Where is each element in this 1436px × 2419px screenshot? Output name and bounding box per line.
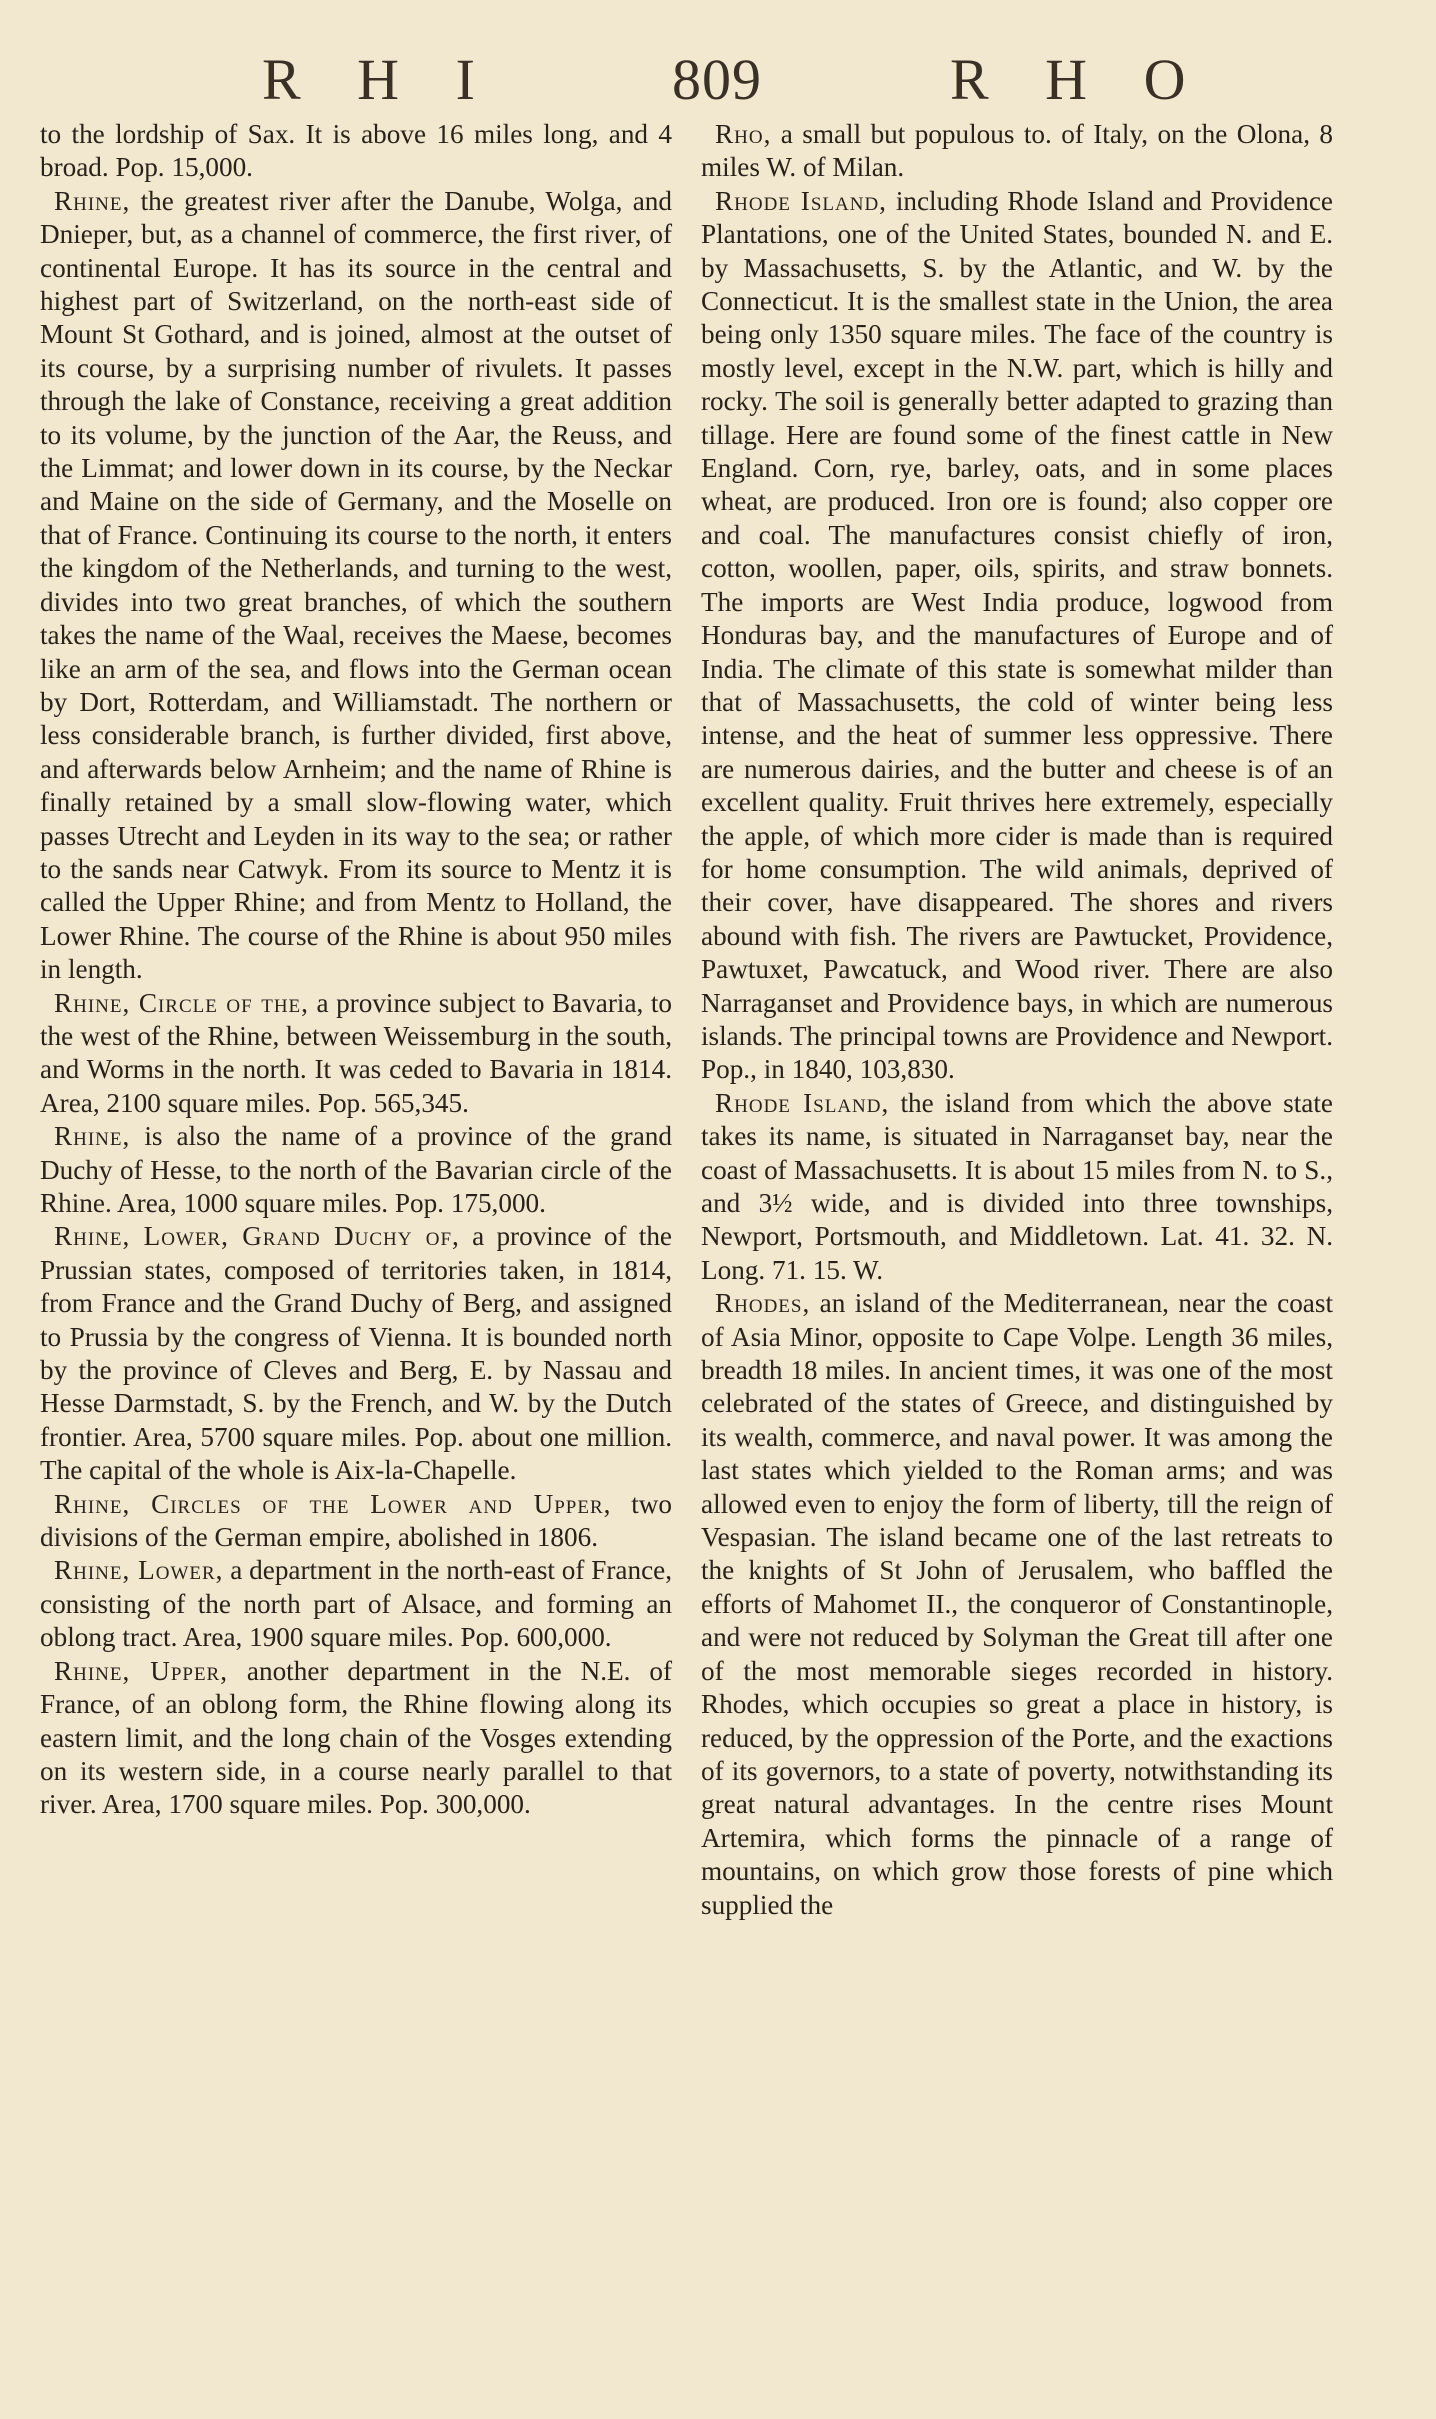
entry-headword: Rho, [715,119,772,149]
running-header [40,46,1396,116]
entry-body: is also the name of a province of the grand Duchy of Hesse, to the north of the Bavarian circle of the Rhine. Area, 1000 square miles. Pop. 175,000. [40,1121,672,1218]
entry-continuation: to the lordship of Sax. It is above 16 miles long, and 4 broad. Pop. 15,000. [40,119,672,183]
entry-headword: Rhodes, [715,1288,811,1319]
entry-body: the island from which the above state takes its name, is situated in Narraganset bay, near the coast of Massachusetts. It is about 15 miles from N. to S., and 3½ wide, and is divided into three townships, Newport, Portsmouth, and Middletown. Lat. 41. 32. N. Long. 71. 15. W. [701,1087,1333,1285]
entry-headword: Rhine, Circle of the, [54,987,309,1018]
entry-rhode-island-state [701,185,1333,1087]
entry-body: another department in the N.E. of France, of an oblong form, the Rhine flowing along its eastern limit, and the long chain of the Vosges extending on its western side, in a course nearly parallel to that river. Area, 1700 square miles. Pop. 300,000. [40,1655,672,1820]
entry-body: a department in the north-east of France, consisting of the north part of Alsace, and forming an oblong tract. Area, 1900 square miles. Pop. 600,000. [40,1555,672,1653]
left-column [40,118,672,1822]
entry-headword: Rhode Island, [715,185,887,216]
entry-rhine-circle [40,987,672,1121]
header-right-guide-letters: R H O [950,47,1190,112]
header-left-guide-letters: R H I [262,47,479,112]
entry-rhine-lower-duchy [40,1220,672,1487]
entry-headword: Rhine, Circles of the Lower and Upper, [54,1488,612,1519]
entry-body: a small but populous to. of Italy, on the Olona, 8 miles W. of Milan. [701,119,1333,183]
entry-body: a province of the Prussian states, composed of territories taken, in 1814, from France and the Grand Duchy of Berg, and assigned to Prussia by the congress of Vienna. It is bounded north by the province of Cleves and Berg, E. by Nassau and Hesse Darmstadt, S. by the French, and W. by the Dutch frontier. Area, 5700 square miles. Pop. about one million. The capital of the whole is Aix-la-Chapelle. [40,1221,672,1486]
entry-headword: Rhine, [54,185,131,216]
entry-headword: Rhine, Lower, [54,1555,224,1586]
entry-body: the greatest river after the Danube, Wolga, and Dnieper, but, as a channel of commerce, the first river, of continental Europe. It has its source in the central and highest part of Switzerland, on the north-east side of Mount St Gothard, and is joined, almost at the outset of its course, by a surprising number of rivulets. It passes through the lake of Constance, receiving a great addition to its volume, by the junction of the Aar, the Reuss, and the Limmat; and lower down in its course, by the Neckar and Maine on the side of Germany, and the Moselle on that of France. Continuing its course to the north, it enters the kingdom of the Netherlands, and turning to the west, divides into two great branches, of which the southern takes the name of the Waal, receives the Maese, becomes like an arm of the sea, and flows into the German ocean by Dort, Rotterdam, and Williamstadt. The northern or less considerable branch, is further divided, first above, and afterwards below Arnheim; and the name of Rhine is finally retained by a small slow-flowing water, which passes Utrecht and Leyden in its way to the sea; or rather to the sands near Catwyk. From its source to Mentz it is called the Upper Rhine; and from Mentz to Holland, the Lower Rhine. The course of the Rhine is about 950 miles in length. [40,185,672,985]
entry-body: including Rhode Island and Providence Plantations, one of the United States, bounded N. and E. by Massachusetts, S. by the Atlantic, and W. by the Connecticut. It is the smallest state in the Union, the area being only 1350 square miles. The face of the country is mostly level, except in the N.W. part, which is hilly and rocky. The soil is generally better adapted to grazing than tillage. Here are found some of the finest cattle in New England. Corn, rye, barley, oats, and in some places wheat, are produced. Iron ore is found; also copper ore and coal. The manufactures consist chiefly of iron, cotton, woollen, paper, oils, spirits, and straw bonnets. The imports are West India produce, logwood from Honduras bay, and the manufactures of Europe and of India. The climate of this state is somewhat milder than that of Massachusetts, the cold of winter being less intense, and the heat of summer less oppressive. There are numerous dairies, and the butter and cheese is of an excellent quality. Fruit thrives here extremely, especially the apple, of which more cider is made than is required for home consumption. The wild animals, deprived of their cover, have disappeared. The shores and rivers abound with fish. The rivers are Pawtucket, Providence, Pawtuxet, Pawcatuck, and Wood river. There are also Narraganset and Providence bays, in which are numerous islands. The principal towns are Providence and Newport. Pop., in 1840, 103,830. [701,185,1333,1085]
right-column [701,118,1333,1922]
entry-headword: Rhode Island, [715,1087,890,1118]
entry-headword: Rhine, [54,1121,131,1152]
entry-body: an island of the Mediterranean, near the coast of Asia Minor, opposite to Cape Volpe. Length 36 miles, breadth 18 miles. In ancient times, it was one of the most celebrated of the states of Greece, and distinguished by its wealth, commerce, and naval power. It was among the last states which yielded to the Roman arms; and was allowed even to enjoy the form of liberty, till the reign of Vespasian. The island became one of the last retreats to the knights of St John of Jerusalem, who baffled the efforts of Mahomet II., the conqueror of Constantinople, and were not reduced by Solyman the Great till after one of the most memorable sieges recorded in history. Rhodes, which occupies so great a place in history, is reduced, by the oppression of the Porte, and the exactions of its governors, to a state of poverty, notwithstanding its great natural advantages. In the centre rises Mount Artemira, which forms the pinnacle of a range of mountains, on which grow those forests of pine which supplied the [701,1288,1333,1920]
entry-rho [701,118,1333,185]
entry-body: a province subject to Bavaria, to the west of the Rhine, between Weissemburg in the south, and Worms in the north. It was ceded to Bavaria in 1814. Area, 2100 square miles. Pop. 565,345. [40,987,672,1118]
entry-rhine [40,185,672,987]
entry-headword: Rhine, Upper, [54,1655,229,1686]
entry-headword: Rhine, Lower, Grand Duchy of, [54,1221,460,1252]
entry-rhine-hesse [40,1120,672,1220]
entry-body: two divisions of the German empire, abolished in 1806. [40,1488,672,1553]
entry-rhine-lower-dept [40,1554,672,1654]
entry-rhode-island-island [701,1087,1333,1287]
entry-rhodes [701,1287,1333,1922]
entry-rhine-upper-dept [40,1655,672,1822]
page-number: 809 [672,47,762,112]
entry-rhine-circles [40,1488,672,1555]
